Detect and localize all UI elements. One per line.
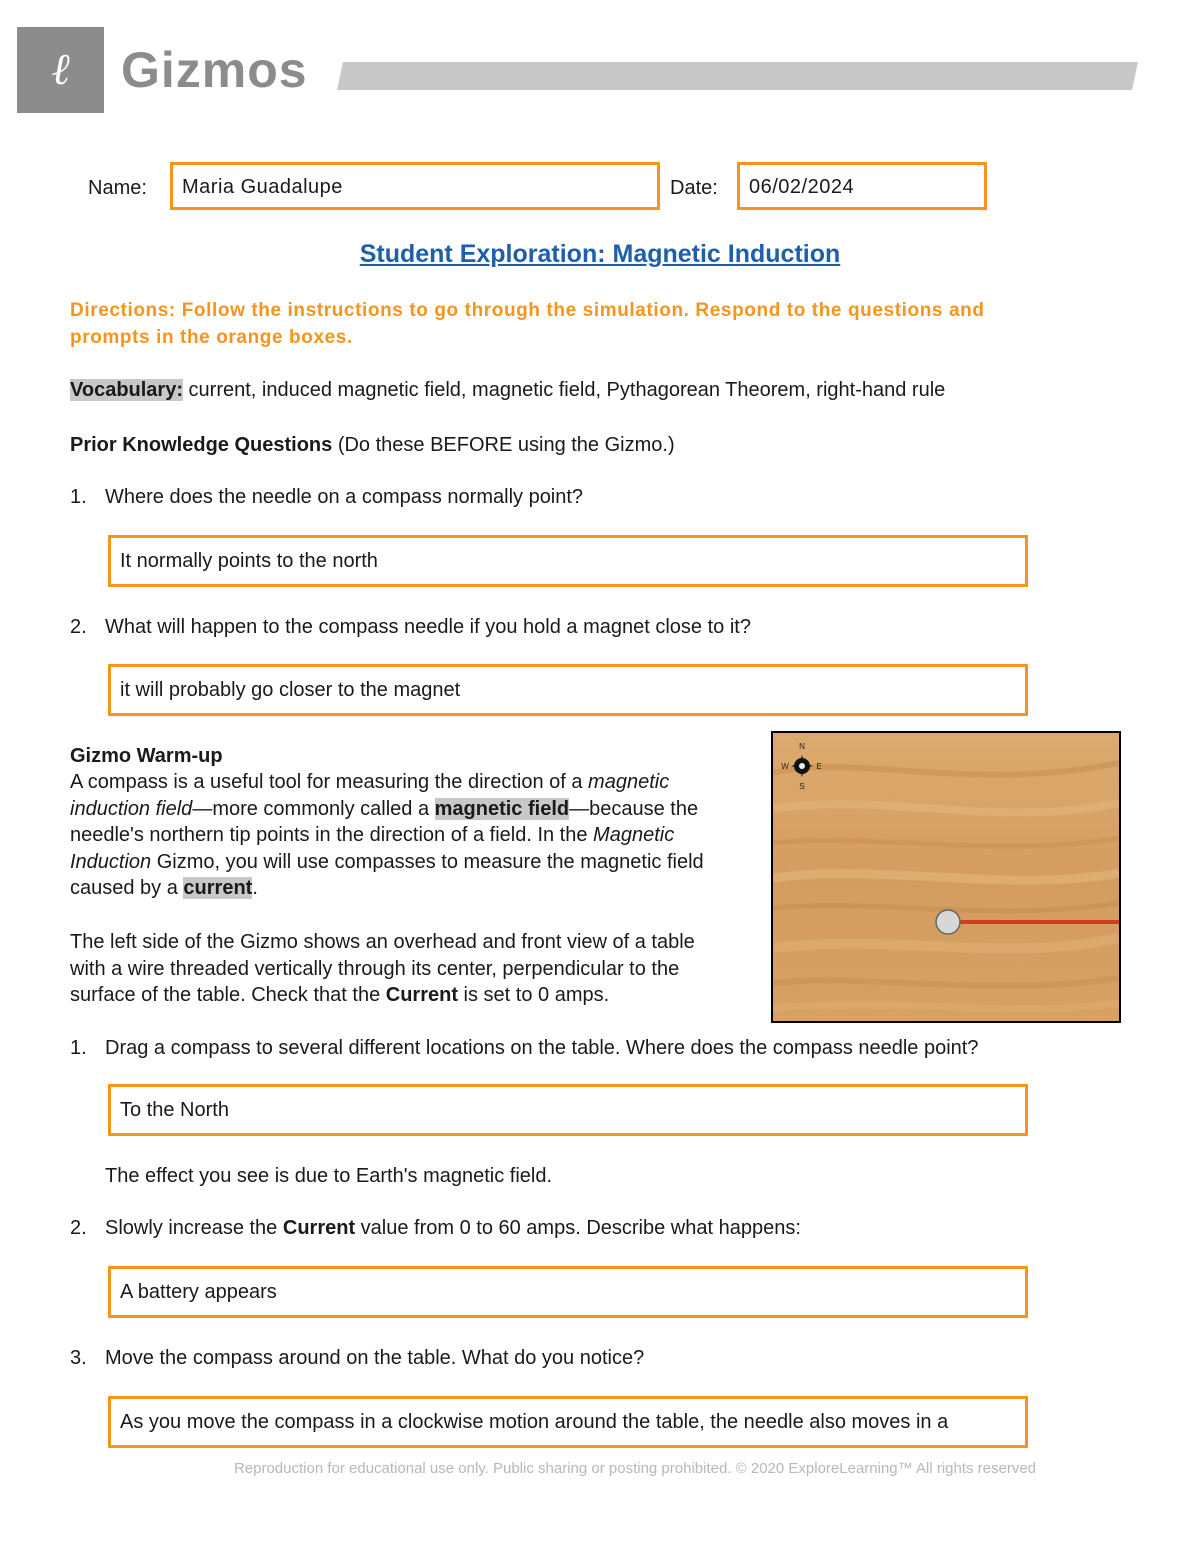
answer-box[interactable]: A battery appears [108,1266,1028,1318]
question-text: Drag a compass to several different locations on the table. Where does the compass needle point? [105,1037,979,1059]
answer-box[interactable]: To the North [108,1084,1028,1136]
question-number: 2. [70,1217,87,1239]
question-text: What will happen to the compass needle if you hold a magnet close to it? [105,616,751,638]
prior-knowledge-heading: Prior Knowledge Questions [70,434,333,456]
footer-copyright: Reproduction for educational use only. Public sharing or posting prohibited. © 2020 ExploreLearning™ All rights reserved [233,1460,1037,1477]
answer-box[interactable]: It normally points to the north [108,535,1028,587]
warmup-heading: Gizmo Warm-up [70,745,223,767]
question-text: Where does the needle on a compass normally point? [105,486,584,508]
el-logo-icon: ℓ [51,44,70,95]
vocabulary-terms: current, induced magnetic field, magnetic field, Pythagorean Theorem, right-hand rule [183,379,946,401]
question-number: 1. [70,1037,87,1059]
wire-node[interactable] [936,910,960,934]
name-label: Name: [88,177,147,199]
date-field[interactable]: 06/02/2024 [737,162,987,210]
directions: Directions: Follow the instructions to go through the simulation. Respond to the questions and prompts in the orange boxes. [70,300,985,348]
question-number: 2. [70,616,87,638]
vocabulary-label: Vocabulary: [70,379,183,401]
question-number: 3. [70,1347,87,1369]
question-number: 1. [70,486,87,508]
warmup-paragraph-1: A compass is a useful tool for measuring the direction of a magnetic induction field—more commonly called a magnetic field—because the needle's northern tip points in the direction of a field. In the Magnetic Induction Gizmo, you will use compasses to measure the magnetic field caused by a current. [70,771,704,899]
table-overhead-view [773,733,1119,1021]
page-title: Student Exploration: Magnetic Induction [359,240,841,268]
brand-name: Gizmos [121,42,308,98]
question-note: The effect you see is due to Earth's magnetic field. [105,1165,553,1187]
date-label: Date: [670,177,718,199]
compass-s-label: S [799,782,805,791]
compass-e-label: E [816,762,822,771]
vocabulary [70,377,1130,404]
compass-w-label: W [781,762,789,771]
prior-knowledge-heading-line [70,432,675,459]
warmup-paragraph-2: The left side of the Gizmo shows an overhead and front view of a table with a wire threaded vertically through its center, perpendicular to the surface of the table. Check that the Current is set to 0 amps. [70,931,695,1006]
gizmo-table-image [771,731,1121,1023]
prior-knowledge-note: (Do these BEFORE using the Gizmo.) [332,434,675,456]
answer-box[interactable]: it will probably go closer to the magnet [108,664,1028,716]
name-field[interactable]: Maria Guadalupe [170,162,660,210]
compass-n-label: N [799,742,805,751]
answer-box[interactable]: As you move the compass in a clockwise motion around the table, the needle also moves in a [108,1396,1028,1448]
header-bar [337,62,1138,90]
question-text: Slowly increase the Current value from 0 to 60 amps. Describe what happens: [105,1217,801,1239]
question-text: Move the compass around on the table. What do you notice? [105,1347,645,1369]
